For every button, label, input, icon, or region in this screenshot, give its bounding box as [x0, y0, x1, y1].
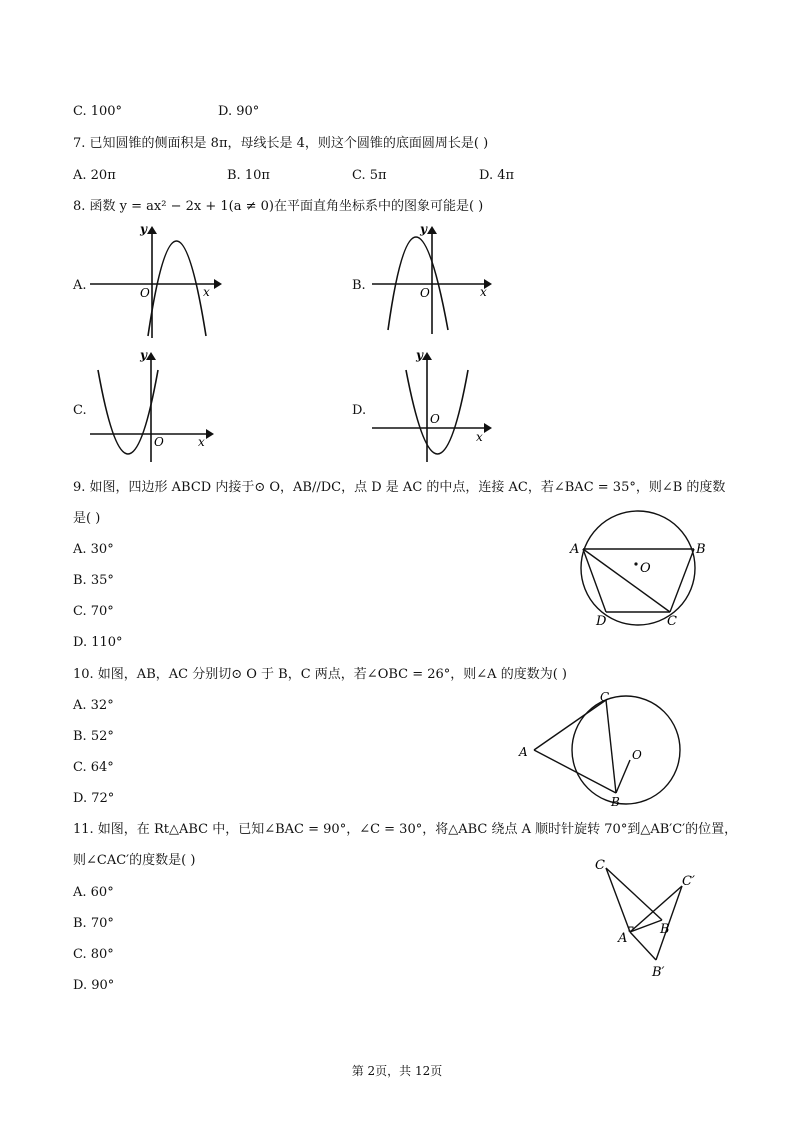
q8d-x-label: x: [476, 430, 483, 444]
q9-point-d-label: D: [596, 614, 607, 629]
q10-point-a-label: A: [519, 745, 528, 759]
page-footer: 第 2页，共 12页: [351, 1064, 443, 1078]
q9-stem-line-2: 是( ): [73, 511, 101, 526]
q8c-y-label: y: [140, 348, 147, 362]
q10-center-o-label: O: [632, 748, 642, 762]
q8c-x-label: x: [198, 435, 205, 449]
q8b-origin-label: O: [420, 286, 430, 300]
q9-stem-line-1: 9. 如图，四边形 ABCD 内接于⊙ O，AB//DC，点 D 是 AC 的中点，连接 AC，若∠BAC = 35°，则∠B 的度数: [73, 480, 726, 495]
q8-graph-b: [370, 222, 500, 337]
q11-point-b-prime-label: B′: [652, 965, 665, 980]
q7-option-a: A. 20π: [73, 168, 116, 183]
q8-option-b-label: B.: [352, 278, 366, 293]
q11-option-a: A. 60°: [73, 885, 114, 900]
q8-option-a-label: A.: [73, 278, 87, 293]
q10-stem: 10. 如图，AB，AC 分别切⊙ O 于 B，C 两点，若∠OBC = 26°，则∠A 的度数为( ): [73, 667, 567, 682]
q7-stem: 7. 已知圆锥的侧面积是 8π，母线长是 4，则这个圆锥的底面圆周长是( ): [73, 136, 489, 151]
q9-option-a: A. 30°: [73, 542, 114, 557]
q8d-y-label: y: [416, 348, 423, 362]
q8-option-d-label: D.: [352, 403, 367, 418]
q8-stem: 8. 函数 y = ax² − 2x + 1(a ≠ 0)在平面直角坐标系中的图象可能是( ): [73, 199, 484, 214]
q9-option-b: B. 35°: [73, 573, 114, 588]
q8a-origin-label: O: [140, 286, 150, 300]
q7-option-b: B. 10π: [227, 168, 270, 183]
q11-point-b-label: B: [660, 922, 670, 937]
q9-option-d: D. 110°: [73, 635, 123, 650]
q6-option-d: D. 90°: [218, 104, 260, 119]
q8-graph-a: [88, 222, 223, 342]
q11-figure: [588, 852, 708, 987]
q8b-x-label: x: [480, 285, 487, 299]
q11-point-a-label: A: [618, 931, 628, 946]
q8a-x-label: x: [203, 285, 210, 299]
q10-option-a: A. 32°: [73, 698, 114, 713]
q6-option-c: C. 100°: [73, 104, 123, 119]
q11-point-c-prime-label: C′: [682, 874, 695, 889]
q7-option-c: C. 5π: [352, 168, 387, 183]
q8d-origin-label: O: [430, 412, 440, 426]
q9-point-a-label: A: [570, 542, 580, 557]
q8c-origin-label: O: [154, 435, 164, 449]
q9-option-c: C. 70°: [73, 604, 114, 619]
q10-point-b-label: B: [611, 795, 620, 809]
q10-option-c: C. 64°: [73, 760, 114, 775]
q11-option-b: B. 70°: [73, 916, 114, 931]
q8a-y-label: y: [140, 222, 147, 236]
q9-figure: [566, 506, 716, 636]
q8-graph-d: [370, 346, 500, 464]
q10-figure: [514, 690, 694, 810]
q8-option-c-label: C.: [73, 403, 87, 418]
q10-option-d: D. 72°: [73, 791, 115, 806]
q7-option-d: D. 4π: [479, 168, 515, 183]
q10-option-b: B. 52°: [73, 729, 114, 744]
q10-point-c-label: C: [600, 690, 610, 704]
q11-option-c: C. 80°: [73, 947, 114, 962]
q8b-y-label: y: [420, 222, 427, 236]
q11-stem-line-1: 11. 如图，在 Rt△ABC 中，已知∠BAC = 90°，∠C = 30°，将△ABC 绕点 A 顺时针旋转 70°到△AB′C′的位置，: [73, 822, 738, 837]
q9-center-o-label: O: [640, 561, 651, 576]
q11-option-d: D. 90°: [73, 978, 115, 993]
q9-point-b-label: B: [696, 542, 706, 557]
q11-point-c-label: C: [595, 858, 605, 873]
q11-stem-line-2: 则∠CAC′的度数是( ): [73, 853, 196, 868]
q9-point-c-label: C: [667, 614, 677, 629]
q8-graph-c: [88, 346, 223, 464]
